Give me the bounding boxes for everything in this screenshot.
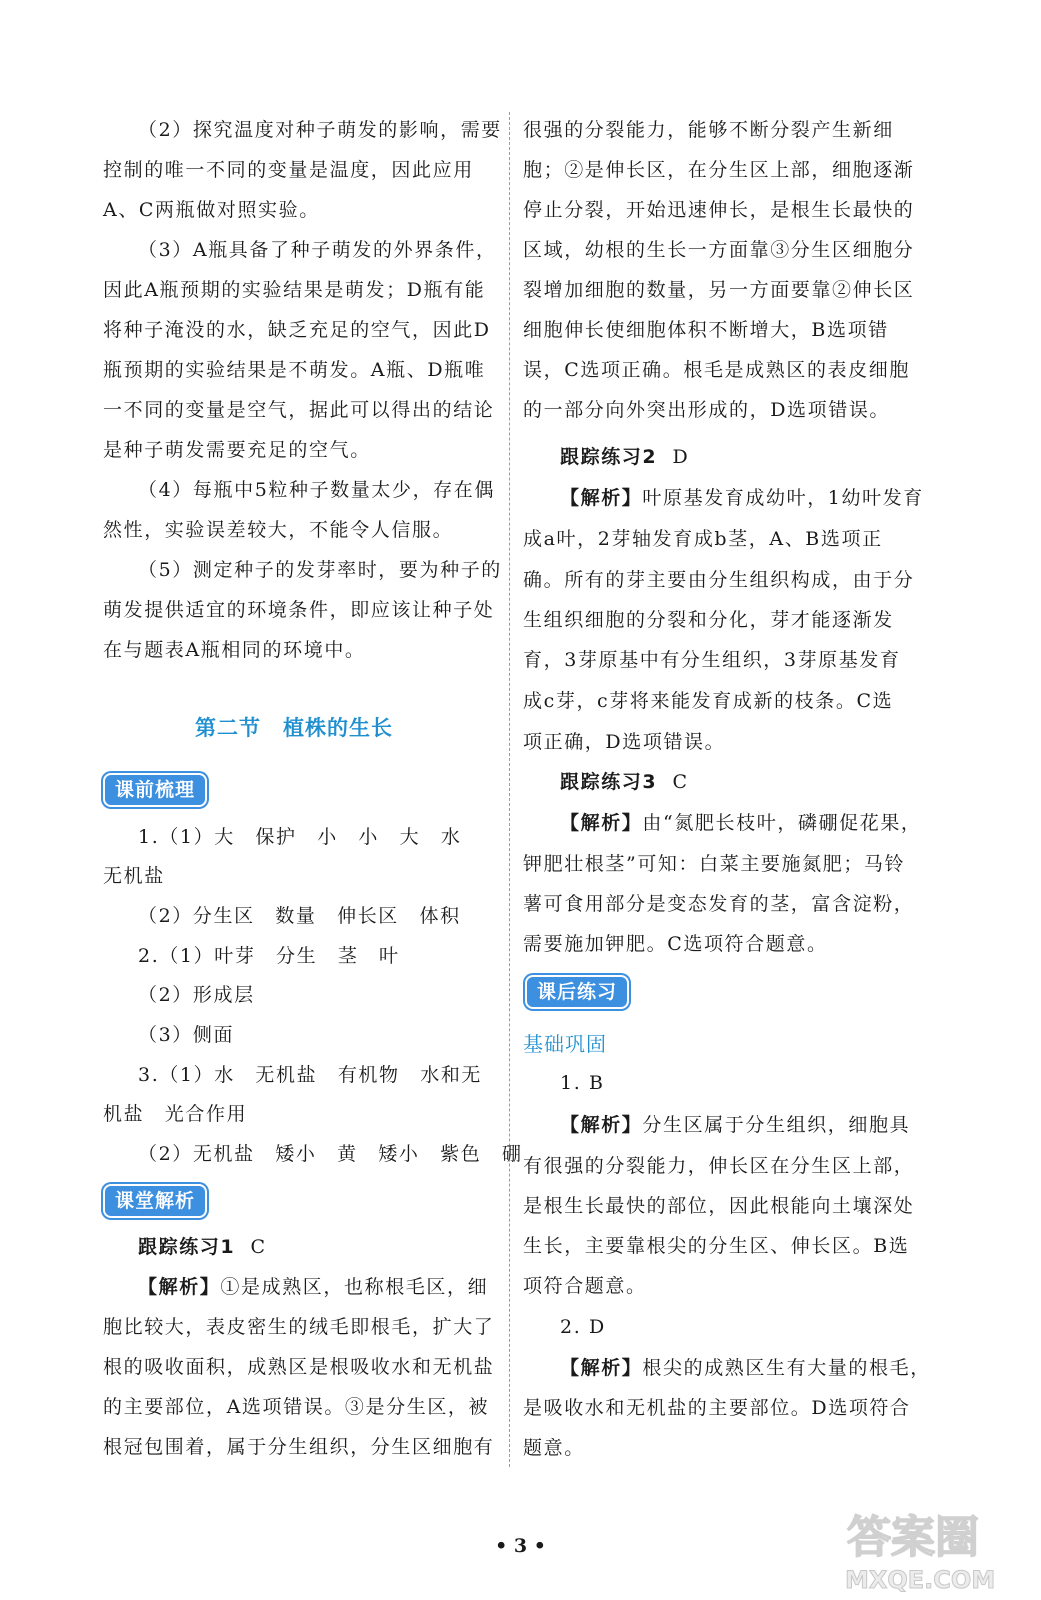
analysis-line: 细胞伸长使细胞体积不断增大，B选项错 — [523, 319, 889, 341]
analysis-line: 误，C选项正确。根毛是成熟区的表皮细胞 — [523, 359, 910, 381]
text-line: 在与题表A瓶相同的环境中。 — [103, 639, 366, 661]
analysis-line: 区域，幼根的生长一方面靠③分生区细胞分 — [523, 239, 915, 261]
analysis-tag: 【解析】 — [560, 812, 643, 834]
watermark-text: 答案圈 — [847, 1512, 979, 1563]
analysis-line — [560, 1112, 910, 1138]
review-line: 1.（1）大 保护 小 小 大 水 — [138, 826, 462, 848]
exercise-3-heading — [560, 769, 689, 795]
analysis-line: 需要施加钾肥。C选项符合题意。 — [523, 933, 828, 955]
text-line: A、C两瓶做对照实验。 — [103, 199, 320, 221]
analysis-tag: 【解析】 — [560, 1357, 643, 1379]
analysis-tag: 【解析】 — [138, 1276, 221, 1298]
text-line: 萌发提供适宜的环境条件，即应该让种子处 — [103, 599, 495, 621]
text-line: 控制的唯一不同的变量是温度，因此应用 — [103, 159, 474, 181]
analysis-text: 叶原基发育成幼叶，1幼叶发育 — [642, 487, 924, 509]
analysis-line: 确。所有的芽主要由分生组织构成，由于分 — [523, 569, 915, 591]
analysis-line: 育，3芽原基中有分生组织，3芽原基发育 — [523, 649, 901, 671]
text-line: （5）测定种子的发芽率时，要为种子的 — [138, 559, 502, 581]
analysis-line: 胞；②是伸长区，在分生区上部，细胞逐渐 — [523, 159, 915, 181]
analysis-line: 生组织细胞的分裂和分化，芽才能逐渐发 — [523, 609, 894, 631]
text-line: 瓶预期的实验结果是不萌发。A瓶、D瓶唯 — [103, 359, 486, 381]
analysis-line: 钾肥壮根茎”可知：白菜主要施氮肥；马铃 — [523, 853, 906, 875]
watermark-logo — [835, 1500, 1035, 1595]
analysis-line: 是吸收水和无机盐的主要部位。D选项符合 — [523, 1397, 911, 1419]
review-line: 3.（1）水 无机盐 有机物 水和无 — [138, 1064, 483, 1086]
text-line: 然性，实验误差较大，不能令人信服。 — [103, 519, 454, 541]
analysis-line: 的主要部位，A选项错误。③是分生区，被 — [103, 1396, 490, 1418]
analysis-line: 的一部分向外突出形成的，D选项错误。 — [523, 399, 891, 421]
exercise-label: 跟踪练习2 — [560, 446, 658, 468]
analysis-tag: 【解析】 — [560, 1114, 643, 1136]
exercise-label: 跟踪练习1 — [138, 1236, 236, 1258]
watermark-url: MXQE.COM — [845, 1566, 996, 1594]
analysis-line: 根的吸收面积，成熟区是根吸收水和无机盐 — [103, 1356, 495, 1378]
analysis-line: 成a叶，2芽轴发育成b茎，A、B选项正 — [523, 528, 883, 550]
question-answer: 2. D — [560, 1316, 606, 1338]
exercise-answer: C — [250, 1236, 267, 1258]
analysis-line — [560, 810, 922, 836]
exercise-answer: D — [672, 446, 690, 468]
review-line: （2）形成层 — [138, 984, 255, 1006]
section-title: 第二节 植株的生长 — [195, 716, 393, 740]
question-answer: 1. B — [560, 1072, 605, 1094]
text-line: 一不同的变量是空气，据此可以得出的结论 — [103, 399, 495, 421]
analysis-line: 项正确，D选项错误。 — [523, 731, 726, 753]
analysis-tag: 【解析】 — [560, 487, 643, 509]
review-line: （3）侧面 — [138, 1024, 235, 1046]
badge-after-class-practice: 课后练习 — [525, 975, 629, 1009]
text-line: 因此A瓶预期的实验结果是萌发；D瓶有能 — [103, 279, 486, 301]
review-line: 2.（1）叶芽 分生 茎 叶 — [138, 945, 400, 967]
analysis-line: 停止分裂，开始迅速伸长，是根生长最快的 — [523, 199, 915, 221]
analysis-line: 胞比较大，表皮密生的绒毛即根毛，扩大了 — [103, 1316, 495, 1338]
text-line: （2）探究温度对种子萌发的影响，需要 — [138, 119, 502, 141]
exercise-answer: C — [672, 771, 689, 793]
page-number: • 3 • — [495, 1535, 546, 1557]
analysis-line: 很强的分裂能力，能够不断分裂产生新细 — [523, 119, 894, 141]
exercise-label: 跟踪练习3 — [560, 771, 658, 793]
review-line: 无机盐 — [103, 865, 165, 887]
text-line: （4）每瓶中5粒种子数量太少，存在偶 — [138, 479, 495, 501]
column-divider — [509, 112, 510, 1467]
review-line: 机盐 光合作用 — [103, 1103, 248, 1125]
text-line: （3）A瓶具备了种子萌发的外界条件， — [138, 239, 497, 261]
text-line: 是种子萌发需要充足的空气。 — [103, 439, 371, 461]
exercise-1-heading — [138, 1234, 267, 1260]
analysis-text: ①是成熟区，也称根毛区，细 — [220, 1276, 489, 1298]
analysis-line: 成c芽，c芽将来能发育成新的枝条。C选 — [523, 690, 894, 712]
analysis-line: 薯可食用部分是变态发育的茎，富含淀粉， — [523, 893, 915, 915]
review-line: （2）无机盐 矮小 黄 矮小 紫色 硼 — [138, 1143, 523, 1165]
analysis-line — [560, 485, 924, 511]
analysis-text: 根尖的成熟区生有大量的根毛， — [642, 1357, 931, 1379]
analysis-line — [138, 1274, 488, 1300]
sub-heading: 基础巩固 — [523, 1032, 607, 1056]
text-line: 将种子淹没的水，缺乏充足的空气，因此D — [103, 319, 491, 341]
badge-pre-class-review: 课前梳理 — [103, 773, 207, 807]
analysis-line: 题意。 — [523, 1437, 585, 1459]
analysis-line: 裂增加细胞的数量，另一方面要靠②伸长区 — [523, 279, 915, 301]
analysis-text: 分生区属于分生组织，细胞具 — [642, 1114, 911, 1136]
analysis-line: 有很强的分裂能力，伸长区在分生区上部， — [523, 1155, 915, 1177]
analysis-line: 项符合题意。 — [523, 1275, 647, 1297]
analysis-line: 是根生长最快的部位，因此根能向土壤深处 — [523, 1195, 915, 1217]
exercise-2-heading — [560, 444, 689, 470]
analysis-line — [560, 1355, 931, 1381]
review-line: （2）分生区 数量 伸长区 体积 — [138, 905, 461, 927]
analysis-line: 根冠包围着，属于分生组织，分生区细胞有 — [103, 1436, 495, 1458]
analysis-text: 由“氮肥长枝叶，磷硼促花果， — [642, 812, 922, 834]
analysis-line: 生长，主要靠根尖的分生区、伸长区。B选 — [523, 1235, 910, 1257]
badge-in-class-analysis: 课堂解析 — [103, 1184, 207, 1218]
